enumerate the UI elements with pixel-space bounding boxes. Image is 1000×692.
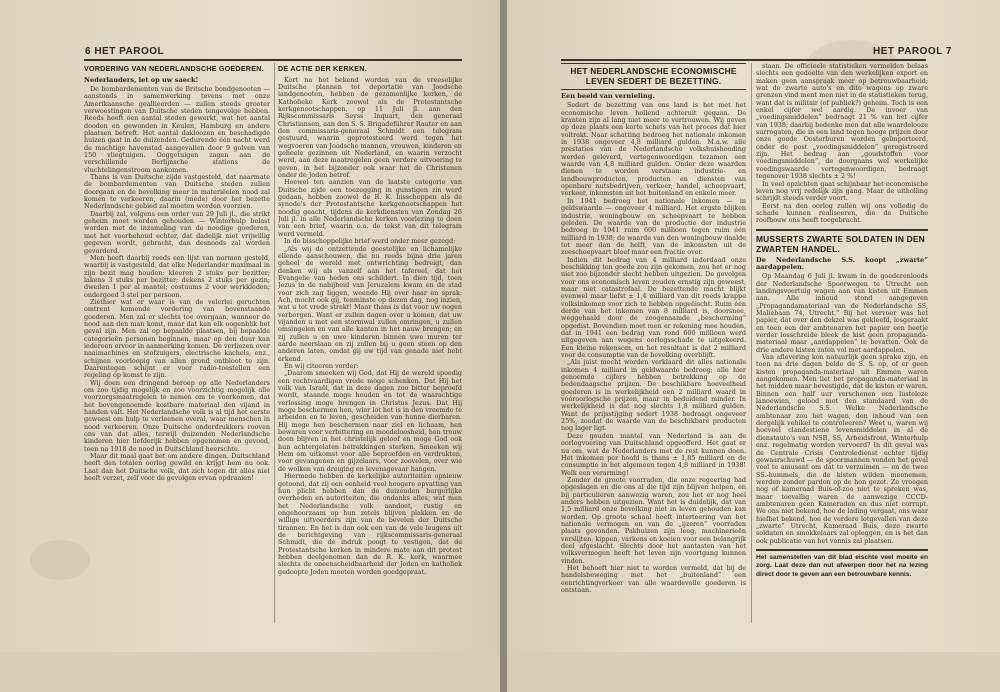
paragraph: „Daarom smeeken wij God, dat Hij de wereld spoedig een rechtvaardigen vrede moge schenken. Dat Hij het volk van Israël, dat in deze dagen zoo bitter beproefd wordt, staande moge houden en tot de waarachtige verlossing moge brengen in Christus Jezus. Dat Hij moge beschermen hen, wier lot het is in den vreemde te arbeiden en te leven, gescheiden van hunne dierbaren. Hij moge hen beschermen naar ziel en lichaam, hen bewaren voor verbittering en moedeloosheid, hen trouw doen blijven in het christelijk geloof en moge God ook hun achtergelaten betrekkingen sterken. Smeeken wij Hem om uitkomst voor alle beproefden en verdrukten, voor gevangenen en gijzelaars, voor zoovelen, over wie de wolken van dreiging en levensgevaar hangen.: [278, 369, 462, 473]
header-rule-left: [84, 59, 462, 61]
paragraph: Van aflevering kon natuurlijk geen sprake zijn, en toen na drie dagen belde de S. S. op, of er geen kisten propaganda-materiaal uit Emmen waren aangekomen. Men liet het propaganda-materiaal in het midden maar bevestigde, dat de kisten er waren. Binnen een half uur verschenen een lusteloze lanoewien, gelood met den standaard van de Nederlandsche S.S. Welke Nederlandsche ambtenaar zou het wagen, den inhoud van een dergelijk vehikel te controleeren? Weet u, waren wij hoeveel clandestiene levensmiddelen in al de dienstauto's van NSB, SS, Arbeidsfront, Winterhulp enz. regelmatig worden vervoerd? In dit geval was de Centrale Crisis Controledienst echter tijdig gewaarschuwd — de spoormannen vonden het geval veel te amusant om dat te verzuimen — en de twee SS.-hummels, die de kisten wilden meenemen, werden zonder pardon op de hon gezet. Ze vroegen nog of kameraad Buis-of-zoo niet te spreken was, maar toevallig waren de aanwezige CCCD-ambtenaren geen Kameraden en dus niet corrupt. We ons niet bekend, hoe de lading vergaat, ons waar hiefhet bekend, hoe de verdere lotgevallen van deze „zwarte” Utrecht, Kameraad Buis, deze zwarte soldaten en smokkelaars zal opleggen, en is het dan ook publicatie van het vonnis zal plaatsen.: [756, 353, 928, 545]
paragraph: Thans is van Duitsche zijde vastgesteld, dat naarmate de bombardementen van Duitsche steden zullen doorgaan en de bevolking meer in materiëelen nood zal komen te verkeeren, daarin (mede) door het bezette Nederlandsche gebied zal moeten worden voorzien.: [84, 173, 270, 211]
paragraph: In veel opzichten gaat schijnbaar het economische leven nog vrij redelijk zijn gang. Maar de uitholling schrijdt steeds verder voort.: [756, 179, 928, 203]
article-subhead: De Nederlandsche S.S. koopt „zwarte” aardappelen.: [756, 255, 928, 271]
paragraph: De bombardementen van de Britsche bondgenooten — aanstonds in samenwerking tevens met onze Amerikaansche geallieerden — zullen steeds grooter verwoestingen van Duitsche steden tengevolge hebben. Reeds heeft een aantal steden gewerkt, wat het aantal dooden en gewonden in Keulen, Hamburg en andere plaatsen betreft. Het aantal dakloozen en beschadigde huizen gaat in de duizenden. Gedurende één nacht werd de machtige havenstad aangevallen door 9 golven van 150 vliegtuigen. Ooggetuigen zagen aan de verschillende Berlijnsche stations de vluchtelingenstroom aankomen.: [84, 84, 270, 174]
right-page: [507, 0, 1000, 692]
paragraph: „Als wij de ontzettende geestelijke en lichamelijke ellende aanschouwen, die nu reeds bijna drie jaren geheel de wereld met ontwrichting bedreigt, dan denken wij als vanzelf aan het tafereel, dat het Evangelie van heden ons schildert. In dien tijd, toen Jezus in de nabijheid van Jeruzalem kwam en de stad voor zich zag liggen, weende Hij over haar en sprak: Ach, mocht ook gij, tenminste op dezen dag, nog inzien, wat u tot vrede strekt! Maar thans is dat voor uw oogen verborgen. Want er zullen dagen over u komen, dat uw vijanden u met een stormwal zullen omringen, u zullen omsingelen en van alle kanten in het nauw brengen; en zij zullen u en uwe kinderen binnen uwe muren ter aarde neerslaan en zij zullen bij u geen steen op den anderen laten, omdat gij uw tijd van genade niet hebt erkend.: [278, 244, 462, 363]
paragraph: Hiermede hebben de kerkelijke autoriteiten opnieuw getoond, dat zij een eenheid veel hoogere opvatting van hun plicht hebben dan de duizenden burgerlijke overheden en autoriteiten, die ondanks alles, wat men het Nederlandsche volk aandoet, rustig en ongehoorzaam op hun zetels blijven plakken en de willige uitvoerders zijn van de bevelen der Duitsche tirannen. En het is dan ook een van de vele leugens uit de berichtgeving van rijkscommissaris-generaal Schmidt, die de indruk poogt te vestigen, dat de Protestantsche kerken in mindere mate aan dit protest hebben deelgenomen dan de R. K. kerk, waarmee slechts de oneenscheidbaarheid der Joden en katholiek gedoopte Joden moeten worden goedgepraat.: [278, 472, 462, 576]
running-head-left: 6 HET PAROOL: [85, 46, 165, 57]
article-separator: [756, 229, 928, 231]
page-margin-bottom: [507, 652, 1000, 692]
paragraph: staan. De officieele statistieken vermelden belaas slechts een gedeelte van den werkelijken export en maken geen aanspraak meer op betrouwbaarheid; wat de zwarte auto's en dito wagens op zware grenzen vind ment men niet in de statistieken terug, want dat is militair (of publiek?) geheim. Toch is een enkel cijfer wel aardig. De invoer van „voedingsmiddelen” bedraagt 21 % van het cijfer van 1938; daarbij bedenke men dat alle waardelooze surrogaten, die in een land tegen hooge prijzen door onze goede Oosterburen worden geïmporteerd, onder de post „voedingsmiddelen” geregistreerd zijn. Het bedrag aan „goudstoffen voor voedingsmiddelen”, de doorgaans wel werkelijke voedingswaarde vertegenwoordigen, bedraagt tegenover 1938 slechts ± 2 %!: [756, 63, 928, 181]
paragraph: In de bisschoppelijke brief werd onder meer gezegd:: [284, 237, 456, 246]
header-rule-right: [561, 59, 926, 61]
paragraph: Eerst na den oorlog zullen wij ons volledig de schade kunnen realiseeren, die de Duitsche roofbouw ons heeft toegebracht.: [756, 201, 928, 225]
page-gutter: [500, 0, 507, 692]
paragraph: Op Maandag 6 Juli jl. kwam in de goederenloods der Nederlandsche Spoorwegen te Utrecht een landingsvoertuig wagen aan van kisten uit Emmen aan. Alle inhoud stond aangegeven „Propagandamateriaal van de Nederlandsche SS, Maliebaan 74, Utrecht.” Bij het vervoer was het papier, dat over den dekzel was gekleefd, losgeraakt en toen een der ambtenaren het papier een beetje verder losschreide bleek de kist geen propaganda-materiaal maar „aardappelen” te bevatten. Ook de drie andere kisten zaten vol met aardappelen.: [756, 272, 928, 354]
right-col-2: [756, 63, 928, 623]
paragraph: Deze gouden mantel van Nederland is aan de oorlogvoering van Duitschland opgeofferd. Het gaat er nu om, wat de Nederlanders met de rest kunnen doen. Het inkomen per hoofd is thans ± 1,85 milliard en de consumptie in het algemeen tegen 4,8 milliard in 1938! Welk een verarming!: [561, 431, 746, 477]
paragraph: Daarbij zal, volgens een order van 29 Juli jl., die strikt geheim moet worden gehouden — Winterhulp belast worden met de inzameling van de noodige goederen, met het voorbehoud echter, dat dadelijk niet vrijwillig gegeven wordt, gebracht, dan desnoods zal worden gevorderd.: [84, 209, 270, 255]
article-headline: MUSSERTS ZWARTE SOLDATEN IN DEN ZWARTEN HANDEL.: [756, 233, 925, 254]
closing-rule: [756, 549, 928, 551]
paragraph: En wij citeeren verder:: [284, 362, 359, 370]
headline-rule: [561, 89, 746, 90]
column-divider: [751, 63, 752, 623]
paper-stain: [30, 540, 90, 580]
paragraph: Indien dit bedrag van 4 milliard inderdaad onze beschikking ten goede zou zijn gekomen, zou het er nog niet zoo bijzonder slecht hebben uitgezien. De gevolgen voor ons economisch leven zouden ernstig zijn geweest, maar niet catastrofaal. De bezettende macht blijkt evenwel maar liefst ± 1,4 milliard van dit reeds krappe volksinkomen voor zich te hebben opgeëischt. Ruim één derde van het inkomen van 8 milliard is, doorsnee, weggehaald door de zoogenaamde „bescherming” opgedist. Bovendien moet men er rekening mee houden, dat in 1941 een bedrag van rond 600 millioen werd uitgegeven aan wegens oorlogsschade te uitgekeerd. Een kleine rekensom, en het resultaat is dat 2 milliard voor de consumptie van de bevolking overblijft.: [561, 255, 746, 360]
paragraph: Ziethier wat er waar is van de velerlei geruchten omtrent komende vordering van bovenstaande goederen. Men zal er slechts toe overgaan, wanneer de nood aan den man komt, maar dat kan elk oogenblik het geval zijn. Men zal op bepaalde plaatsen, bij bepaalde categorieën personen beginnen, maar op den duur kan iedereen ervoor in aanmerking komen. De verliezen over naaimachines en stofzuigers, electrische kachels, enz., schijnen voorloopig van allen grond ontbloot te zijn. Daarentegen schijnt er voor radio-toestellen een regeling op komst te zijn.: [84, 297, 270, 380]
paragraph: Maar dit maal gaat het om andere dingen. Duitschland heeft den totalen oorlog gewild en krijgt hem nu ook. Laat dan het Duitsche volk, dat zich tegen dit alles niet heeft verzet, zelf voor de gevolgen ervan opdraaien!: [84, 452, 270, 483]
column-divider: [274, 63, 275, 623]
page-margin-bottom: [0, 652, 500, 692]
paragraph: Hoewel ten aanzien van de laatste categorie van Duitsche zijde een toezegging in gunstigen zin werd gedaan, hebben zoowel de R. K. bisschoppen als de synode's der Protestantsche kerkgenootschappen het noodig geacht, tijdens de kerkdiensten van Zondag 26 Juli jl. in alle Nederlandsche kerken voorlezing te doen van een brief, waarin o.a. de tekst van dit telegram werd vermeld.: [278, 178, 462, 238]
paragraph: Het behoeft hier niet te worden vermeld, dat bij de handelsbeweging met het „buitenland” een eenrichtingverkeer van alle waardevolle goederen is ontstaan.: [561, 564, 746, 595]
article-subhead: Een beeld van vernieling.: [561, 92, 655, 100]
right-col-1: [561, 63, 746, 623]
article-headline: HET NEDERLANDSCHE ECONOMISCHE LEVEN SEDERT DE BEZETTING.: [570, 66, 737, 86]
left-col-1: [84, 63, 270, 623]
left-col-2: [278, 63, 462, 623]
paragraph: Men heeft daarbij reeds een lijst van normen gesteld, waarbij is vastgesteld, dat elke Nederlander maximaal in zijn bezit mag houden: kleeren 2 stuks per bezitter; lakens 3 stuks per bezitter; dekens 2 stuks per gezin; dweilen 1 per al mantel; costuums 2 voor werkkleden; ondergoed 3 stel per persoon.: [84, 253, 270, 299]
article-headline: DE ACTIE DER KERKEN.: [278, 64, 367, 73]
article-headline: VORDERING VAN NEDERLANDSCHE GOEDEREN.: [84, 64, 264, 73]
paragraph: „Als juist mocht worden verklaard dit alles nationale inkomen 4 milliard in geldwaarde bedroeg; alle hier genoemde cijfers hebben betrekking op de bedendaagsche prijzen. De beschikbare hoeveelheid goederen is in werkelijkheid een 2 milliard waard in vóóroorlogsche prijzen, maar in beduidend minder. In werkelijkheid is dat nog slechts 1,8 milliard gulden. Want de prijsstijging sedert 1938 bedraagt ongeveer 25%, zoodat de waarde van de beschikbare producten nog lager ligt.: [561, 358, 746, 433]
paragraph: Zonder de groote voorraden, die onze regeering had opgeslagen en die ons al die tijd zijn blijven helpen, en bij particulieren aanwezig waren, zou het er nog heel anders hebben uitgezien. Want het is duidelijk, dat van 1,5 milliard onze bevolking niet in leven gehouden kan worden. Op groote schaal heeft interteering van het nationale vermogen en van de „ijzeren” voorraden plaats gevonden. Pakhuizen zijn leeg, machinerieën verslijten, kippen, varkens en koeien voor een belangrijk deel afgeslacht. Slechts door het aantasten van het volksvermogen heeft het leven zijn voortgang kunnen vinden.: [561, 475, 746, 565]
paragraph: Sedert de bezetting van ons land is het met het economische leven hollend achteruit gegaan. De kranten zijn al lang niet meer te vertrouwen. Wij geven op deze plaats een korte schets van het proces dat hier voltrekt. Naar schatting bedroeg het nationale inkomen in 1938 ongeveer 4,8 milliard gulden. M.a.w. alle prestaties van de Nederlandsche volkshuishouding werden geleverd, vertegenwoordigen tezamen een waarde van 4,8 milliard gulden. Onder deze waarden dienen te worden verstaan: industrie- en landbouwproducten, producten en diensten van openbare nutsbedrijven, verkeer, handel, scheepvaart, verkeer, inkomsten uit het buitenland en enkele meer.: [561, 101, 746, 198]
article-subhead: Nederlanders, let op uw saeck!: [84, 75, 199, 84]
headline-rule: [561, 63, 746, 64]
paragraph: Kort na het bekend worden van de vreeselijke Duitsche plannen tot deportatie van Joodsche landgenooten, hebben de gezamenlijke kerken, de Katholieke Kerk zoowel als de Protestantsche kerkgenootschappen, op 11 Juli jl. aan den Rijkscommissaris Seyss Inquart, den generaal Christiansen, aan den S. S. Brigadeführer Rauter en aan den commissaris-generaal Schmidt een telegram gestuurd, waarin geprotesteerd werd tegen het wegvoeren van Joodsche mannen, vrouwen, kinderen en geheele gezinnen uit Nederland, en waarin verzocht werd, aan deze maatregelen geen verdere uitvoering te geven, in het bijzonder ook waar het de Christenen onder de Joden betrof.: [278, 75, 462, 180]
paragraph: Wij doen een dringend beroep op alle Nederlanders om zoo tijdig mogelijk en zoo voorzichtig mogelijk alle voorzorgsmaatregelen te nemen om te voorkomen, dat het bovengenoemde kostbare materiaal den vijand in handen valt. Het Nederlandsche volk is al tijd het eerste geweest om hulp te verleenen overal, waar menschen in nood verkeeren. Onze Duitsche onderdrukkers rooven ons van dat alles, terwijl duizenden Nederlandsche kinderen hier liefderijk hebben opgenomen en gevoed, toen na 1918 de nood in Duitschland heerschte.: [84, 378, 270, 453]
running-head-right: HET PAROOL 7: [873, 46, 952, 57]
closing-notice: Het samenstellen van dit blad eischte veel moeite en zorg. Laat deze dan nut afwerpen door het na lezing direct door te geven aan een betrouwbare kennis.: [756, 553, 928, 578]
paragraph: In 1941 bedroeg het nationale inkomen — in geldswaarde — ongeveer 4 milliard. Het ergste blijken industrie, woningbouw en scheepvaart te hebben geleden. De waarde van de productie der industrie bedroeg in 1941 ruim 600 millioen tegen ruim één milliard in 1938; de waarde van den woningbouw daalde tot meer dan de helft, van de inkomsten uit de zeescheepvaart bleef maar een fractie over.: [561, 196, 746, 257]
